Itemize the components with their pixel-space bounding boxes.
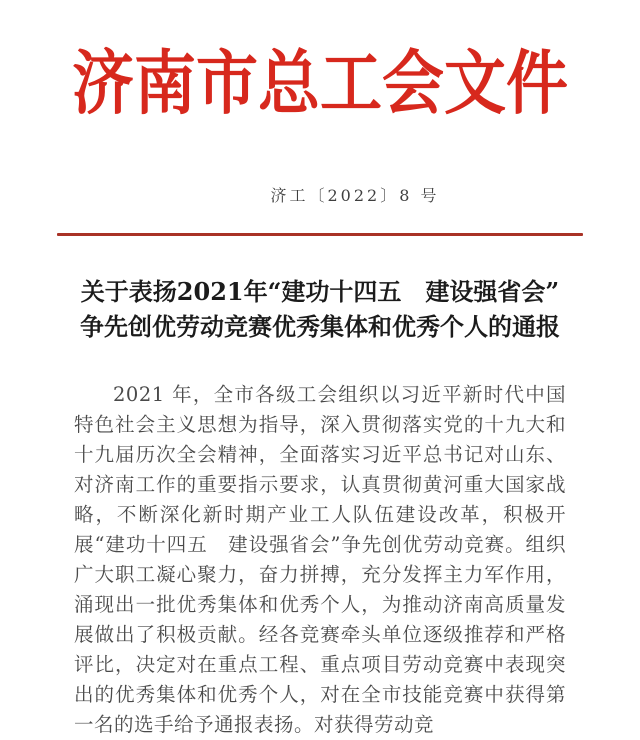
document-header-title: 济南市总工会文件 bbox=[71, 42, 568, 124]
document-title-line2: 争先创优劳动竞赛优秀集体和优秀个人的通报 bbox=[80, 312, 560, 341]
document-title bbox=[0, 274, 640, 344]
document-number: 济工〔2022〕8 号 bbox=[270, 186, 440, 205]
document-body-paragraph: 2021 年，全市各级工会组织以习近平新时代中国特色社会主义思想为指导，深入贯彻落实党的十九大和十九届历次全会精神，全面落实习近平总书记对山东、对济南工作的重要指示要求，认真贯彻黄河重大国家战略，不断深化新时期产业工人队伍建设改革，积极开展“建功十四五 建设强省会”争先创优劳动竞赛。组织广大职工凝心聚力，奋力拼搏，充分发挥主力军作用，涌现出一批优秀集体和优秀个人，为推动济南高质量发展做出了积极贡献。经各竞赛牵头单位逐级推荐和严格评比，决定对在重点工程、重点项目劳动竞赛中表现突出的优秀集体和优秀个人，对在全市技能竞赛中获得第一名的选手给予通报表扬。对获得劳动竞 bbox=[74, 383, 566, 736]
red-divider-line bbox=[57, 233, 583, 236]
document-title-line1: 关于表扬2021年“建功十四五 建设强省会” bbox=[80, 277, 560, 306]
